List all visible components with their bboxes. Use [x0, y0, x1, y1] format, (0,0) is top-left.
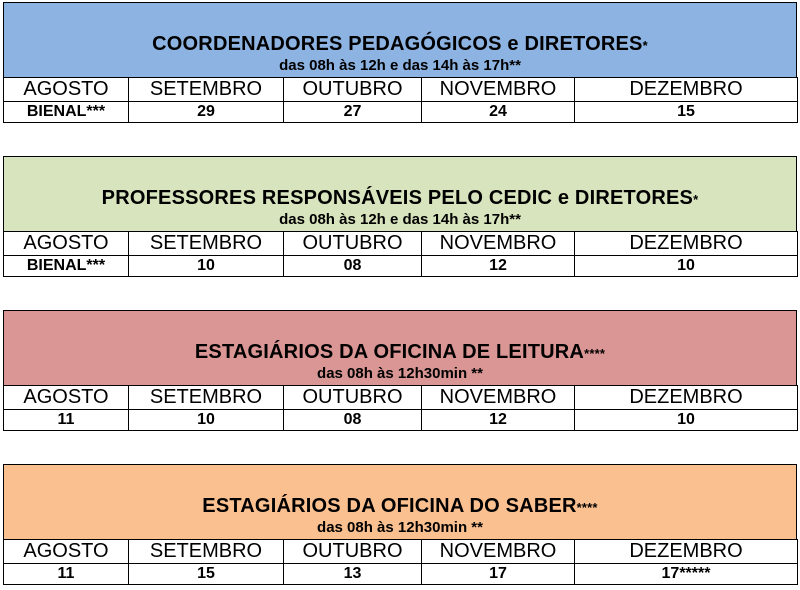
month-cell: AGOSTO [4, 386, 129, 410]
month-cell: OUTUBRO [284, 386, 422, 410]
month-cell: AGOSTO [4, 232, 129, 256]
dates-table [3, 77, 798, 123]
dates-table [3, 385, 798, 431]
dates-row [4, 102, 798, 123]
month-cell: AGOSTO [4, 78, 129, 102]
block-title: COORDENADORES PEDAGÓGICOS e DIRETORES* [152, 33, 648, 55]
month-cell: DEZEMBRO [575, 232, 798, 256]
month-cell: SETEMBRO [129, 540, 284, 564]
month-cell: NOVEMBRO [422, 78, 575, 102]
months-row [4, 386, 798, 410]
date-cell: 11 [4, 410, 129, 431]
month-cell: SETEMBRO [129, 232, 284, 256]
schedule-block-coordenadores [3, 2, 797, 123]
dates-table [3, 231, 798, 277]
block-header [3, 464, 797, 539]
month-cell: DEZEMBRO [575, 386, 798, 410]
schedule-block-professores [3, 156, 797, 277]
block-title: PROFESSORES RESPONSÁVEIS PELO CEDIC e DIRETORES* [101, 187, 699, 209]
block-schedule: das 08h às 12h30min ** [317, 519, 483, 536]
month-cell: DEZEMBRO [575, 540, 798, 564]
schedule-block-oficina-leitura [3, 310, 797, 431]
date-cell: 10 [575, 256, 798, 277]
months-row [4, 540, 798, 564]
date-cell: BIENAL*** [4, 102, 129, 123]
month-cell: SETEMBRO [129, 78, 284, 102]
date-cell: 15 [129, 564, 284, 585]
dates-table [3, 539, 798, 585]
date-cell: 24 [422, 102, 575, 123]
date-cell: 11 [4, 564, 129, 585]
months-row [4, 78, 798, 102]
block-schedule: das 08h às 12h30min ** [317, 365, 483, 382]
month-cell: AGOSTO [4, 540, 129, 564]
date-cell: 08 [284, 256, 422, 277]
block-header [3, 156, 797, 231]
date-cell: 17***** [575, 564, 798, 585]
date-cell: 17 [422, 564, 575, 585]
block-schedule: das 08h às 12h e das 14h às 17h** [279, 57, 521, 74]
block-header [3, 2, 797, 77]
date-cell: BIENAL*** [4, 256, 129, 277]
month-cell: NOVEMBRO [422, 232, 575, 256]
date-cell: 10 [129, 410, 284, 431]
month-cell: SETEMBRO [129, 386, 284, 410]
block-header [3, 310, 797, 385]
date-cell: 10 [575, 410, 798, 431]
block-schedule: das 08h às 12h e das 14h às 17h** [279, 211, 521, 228]
dates-row [4, 410, 798, 431]
block-title: ESTAGIÁRIOS DA OFICINA DE LEITURA**** [194, 341, 606, 363]
month-cell: NOVEMBRO [422, 540, 575, 564]
date-cell: 12 [422, 256, 575, 277]
date-cell: 29 [129, 102, 284, 123]
schedule-block-oficina-saber [3, 464, 797, 585]
months-row [4, 232, 798, 256]
date-cell: 10 [129, 256, 284, 277]
block-title: ESTAGIÁRIOS DA OFICINA DO SABER**** [202, 495, 598, 517]
dates-row [4, 564, 798, 585]
month-cell: OUTUBRO [284, 540, 422, 564]
month-cell: OUTUBRO [284, 78, 422, 102]
dates-row [4, 256, 798, 277]
month-cell: NOVEMBRO [422, 386, 575, 410]
month-cell: DEZEMBRO [575, 78, 798, 102]
date-cell: 08 [284, 410, 422, 431]
date-cell: 15 [575, 102, 798, 123]
date-cell: 13 [284, 564, 422, 585]
month-cell: OUTUBRO [284, 232, 422, 256]
date-cell: 27 [284, 102, 422, 123]
date-cell: 12 [422, 410, 575, 431]
